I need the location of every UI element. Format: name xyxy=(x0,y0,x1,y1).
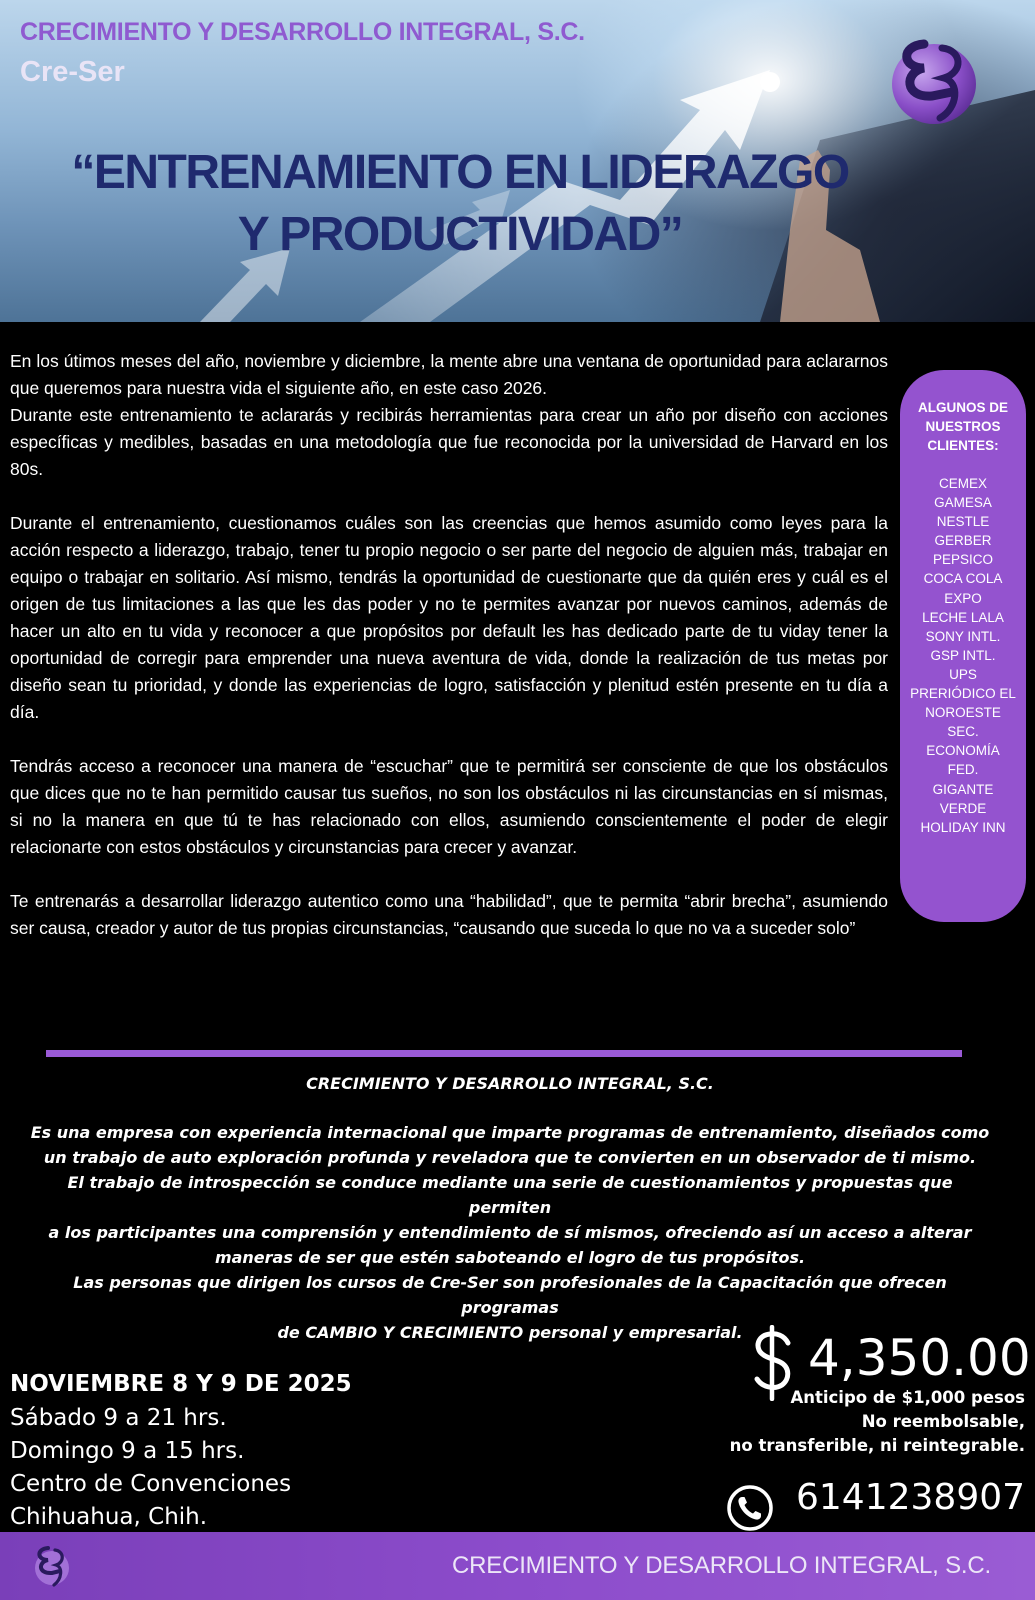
event-date: NOVIEMBRE 8 Y 9 DE 2025 xyxy=(10,1371,352,1397)
client-item: GSP INTL. xyxy=(930,647,996,663)
cre-ser-logo-icon xyxy=(30,1538,74,1592)
description-paragraph-3: Tendrás acceso a reconocer una manera de “escuchar” que te permitirá ser consciente de que los obstáculos que dices que no te han permitido causar tus sueños, no son los obstáculos ni las circunstancias en sí mismas, si no la manera en que tú te has relacionado con ellos, asumiendo conscientemente el poder de elegir relacionarte con estos obstáculos y circunstancias para crecer y avanzar. xyxy=(10,756,888,857)
about-line: Es una empresa con experiencia internacional que imparte programas de entrenamiento, diseñados como xyxy=(30,1123,990,1142)
client-item: PEPSICO xyxy=(932,552,994,568)
client-item: VERDE xyxy=(939,800,987,816)
about-line: un trabajo de auto exploración profunda y reveladora que te convierten en un observador de ti mismo. xyxy=(43,1148,977,1167)
clients-panel xyxy=(900,370,1026,922)
clients-heading: ALGUNOS DE NUESTROS CLIENTES: xyxy=(917,400,1008,453)
price-deposit: Anticipo de $1,000 pesos xyxy=(790,1388,1025,1407)
description-paragraph-1: En los útimos meses del año, noviembre y diciembre, la mente abre una ventana de oportunidad para aclararnos que queremos para nuestra vida el siguiente año, en este caso 2026. Durante este entrenamiento te aclararás y recibirás herramientas para crear un año por diseño con acciones específicas y medibles, basadas en una metodología que fue reconocida por la universidad de Harvard en los 80s. xyxy=(10,351,888,479)
about-line: maneras de ser que estén saboteando el logro de tus propósitos. xyxy=(214,1248,806,1267)
description-paragraph-2: Durante el entrenamiento, cuestionamos cuáles son las creencias que hemos asumido como leyes para la acción respecto a liderazgo, trabajo, tener tu propio negocio o ser parte del negocio de alguien más, trabajar en equipo o trabajar en solitario. Así mismo, tendrás la oportunidad de cuestionarte que da quién eres y cuál es el origen de tus limitaciones a las que les das poder y no te permites avanzar por nuevos caminos, además de hacer un alto en tu vida y reconocer a que propósitos por default les has dedicado parte de tu viday tener la oportunidad de corregir para emprender una nueva aventura de vida, donde la realización de tus metas por diseño sean tu prioridad, y donde las experiencias de logro, satisfacción y plenitud estén presente en tu día a día. xyxy=(10,513,888,722)
client-item: SEC. xyxy=(947,724,979,740)
client-item: GERBER xyxy=(934,533,992,549)
footer-bar xyxy=(0,1532,1035,1600)
contact-phone[interactable]: 6141238907 xyxy=(796,1477,1026,1518)
price-note-2: no transferible, ni reintegrable. xyxy=(729,1436,1025,1455)
client-item: HOLIDAY INN xyxy=(920,819,1006,835)
client-item: ECONOMÍA xyxy=(926,743,1000,759)
event-details xyxy=(10,1369,352,1534)
title-line-1: “ENTRENAMIENTO EN LIDERAZGO xyxy=(71,146,849,199)
price-amount: 4,350.00 xyxy=(808,1329,1031,1387)
clients-list xyxy=(900,474,1026,837)
price-notes xyxy=(730,1386,1025,1458)
event-saturday-hours: Sábado 9 a 21 hrs. xyxy=(10,1405,227,1431)
hero-banner xyxy=(0,0,1035,322)
client-item: GAMESA xyxy=(934,495,992,511)
description-paragraph-4: Te entrenarás a desarrollar liderazgo autentico como una “habilidad”, que te permita “abrir brecha”, asumiendo ser causa, creador y autor de tus propias circunstancias, “causando que suceda lo que no va a suceder solo” xyxy=(10,891,888,938)
footer-company-name: CRECIMIENTO Y DESARROLLO INTEGRAL, S.C. xyxy=(452,1552,991,1579)
client-item: LECHE LALA xyxy=(922,609,1004,625)
client-item: FED. xyxy=(947,762,979,778)
section-divider xyxy=(46,1050,962,1057)
about-line: El trabajo de introspección se conduce mediante una serie de cuestionamientos y propuestas que permiten xyxy=(67,1173,953,1217)
cre-ser-logo-icon xyxy=(880,22,992,128)
event-sunday-hours: Domingo 9 a 15 hrs. xyxy=(10,1438,245,1464)
header-brand: Cre-Ser xyxy=(20,56,125,88)
header-company-name: CRECIMIENTO Y DESARROLLO INTEGRAL, S.C. xyxy=(20,18,585,46)
description xyxy=(10,348,888,969)
about-line: Las personas que dirigen los cursos de Cre-Ser son profesionales de la Capacitación que ofrecen programas xyxy=(73,1273,947,1317)
about-company xyxy=(30,1071,990,1345)
client-item: SONY INTL. xyxy=(925,628,1001,644)
client-item: CEMEX xyxy=(938,476,987,491)
about-line: a los participantes una comprensión y entendimiento de sí mismos, ofreciendo así un acceso a alterar xyxy=(48,1223,972,1242)
event-venue: Centro de Convenciones xyxy=(10,1471,292,1497)
client-item: EXPO xyxy=(944,590,982,606)
client-item: NOROESTE xyxy=(925,705,1001,721)
client-item: PRERIÓDICO EL xyxy=(910,686,1016,702)
about-line: de CAMBIO Y CRECIMIENTO personal y empresarial. xyxy=(277,1323,743,1342)
client-item: UPS xyxy=(949,666,977,682)
event-city: Chihuahua, Chih. xyxy=(10,1504,208,1530)
phone-icon xyxy=(726,1484,774,1532)
client-item: NESTLE xyxy=(936,514,990,530)
about-title: CRECIMIENTO Y DESARROLLO INTEGRAL, S.C. xyxy=(306,1074,714,1093)
page-title xyxy=(20,142,900,266)
client-item: COCA COLA xyxy=(923,571,1003,587)
client-item: GIGANTE xyxy=(932,781,994,797)
title-line-2: Y PRODUCTIVIDAD” xyxy=(237,208,683,261)
price-note-1: No reembolsable, xyxy=(861,1412,1025,1431)
